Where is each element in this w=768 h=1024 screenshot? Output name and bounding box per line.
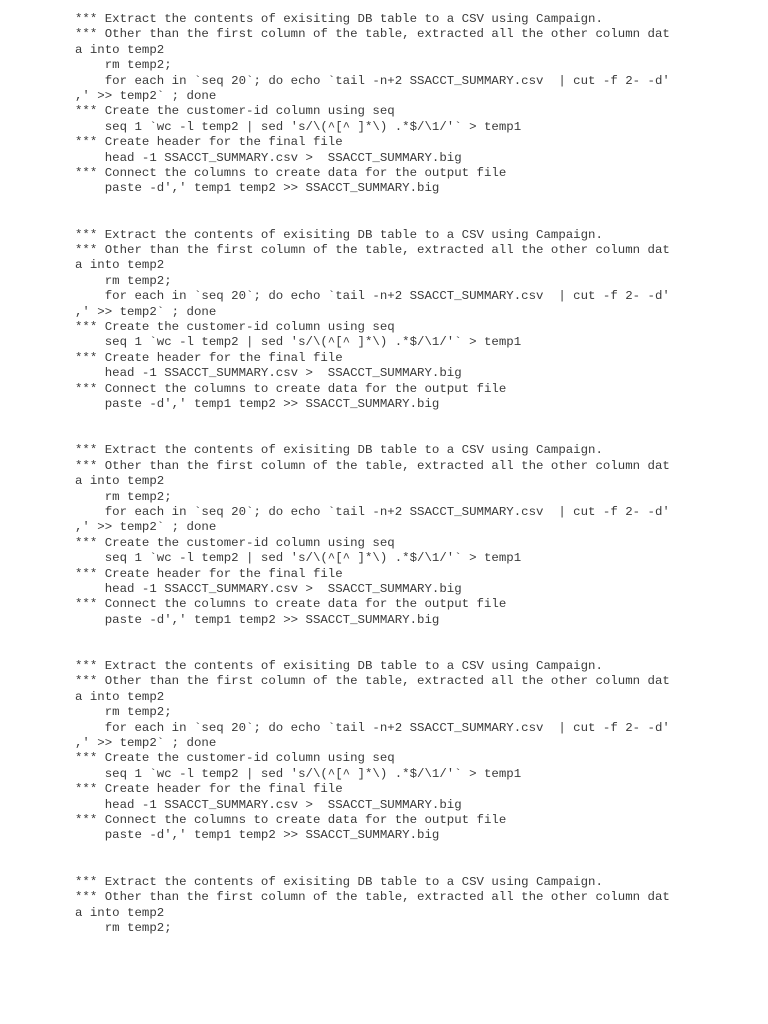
code-line: head -1 SSACCT_SUMMARY.csv > SSACCT_SUMMARY.big — [75, 581, 462, 596]
comment-line: *** Other than the first column of the table, extracted all the other column dat — [75, 243, 670, 258]
code-line: paste -d',' temp1 temp2 >> SSACCT_SUMMARY.big — [75, 612, 440, 627]
code-line: head -1 SSACCT_SUMMARY.csv > SSACCT_SUMMARY.big — [75, 366, 462, 381]
code-line: for each in `seq 20`; do echo `tail -n+2 SSACCT_SUMMARY.csv | cut -f 2- -d' — [75, 504, 670, 519]
comment-line: *** Connect the columns to create data for the output file — [75, 597, 507, 612]
script-block — [75, 875, 755, 937]
code-line: rm temp2; — [75, 920, 172, 935]
code-line: seq 1 `wc -l temp2 | sed 's/\(^[^ ]*\) .*$/\1/'` > temp1 — [75, 119, 522, 134]
comment-line: *** Connect the columns to create data for the output file — [75, 812, 507, 827]
script-block — [75, 12, 755, 197]
comment-line: *** Create header for the final file — [75, 135, 343, 150]
code-line: for each in `seq 20`; do echo `tail -n+2 SSACCT_SUMMARY.csv | cut -f 2- -d' — [75, 73, 670, 88]
code-line: for each in `seq 20`; do echo `tail -n+2 SSACCT_SUMMARY.csv | cut -f 2- -d' — [75, 720, 670, 735]
comment-line: *** Create header for the final file — [75, 782, 343, 797]
script-block — [75, 228, 755, 413]
comment-line: *** Extract the contents of exisiting DB table to a CSV using Campaign. — [75, 443, 603, 458]
code-line: seq 1 `wc -l temp2 | sed 's/\(^[^ ]*\) .*$/\1/'` > temp1 — [75, 766, 522, 781]
script-block — [75, 443, 755, 628]
comment-line: *** Other than the first column of the table, extracted all the other column dat — [75, 27, 670, 42]
code-line: head -1 SSACCT_SUMMARY.csv > SSACCT_SUMMARY.big — [75, 150, 462, 165]
code-line: rm temp2; — [75, 58, 172, 73]
comment-line: *** Create the customer-id column using seq — [75, 751, 395, 766]
script-block — [75, 659, 755, 844]
code-line: rm temp2; — [75, 489, 172, 504]
code-line: head -1 SSACCT_SUMMARY.csv > SSACCT_SUMMARY.big — [75, 797, 462, 812]
comment-line: *** Other than the first column of the table, extracted all the other column dat — [75, 674, 670, 689]
code-line: ,' >> temp2` ; done — [75, 304, 217, 319]
comment-line: *** Other than the first column of the table, extracted all the other column dat — [75, 890, 670, 905]
code-line: for each in `seq 20`; do echo `tail -n+2 SSACCT_SUMMARY.csv | cut -f 2- -d' — [75, 289, 670, 304]
comment-line: a into temp2 — [75, 689, 165, 704]
comment-line: *** Create header for the final file — [75, 350, 343, 365]
code-line: seq 1 `wc -l temp2 | sed 's/\(^[^ ]*\) .*$/\1/'` > temp1 — [75, 335, 522, 350]
code-line: paste -d',' temp1 temp2 >> SSACCT_SUMMARY.big — [75, 828, 440, 843]
comment-line: *** Create the customer-id column using seq — [75, 104, 395, 119]
comment-line: *** Create header for the final file — [75, 566, 343, 581]
code-line: ,' >> temp2` ; done — [75, 520, 217, 535]
code-line: seq 1 `wc -l temp2 | sed 's/\(^[^ ]*\) .*$/\1/'` > temp1 — [75, 551, 522, 566]
comment-line: *** Extract the contents of exisiting DB table to a CSV using Campaign. — [75, 12, 603, 26]
comment-line: *** Create the customer-id column using seq — [75, 535, 395, 550]
code-line: ,' >> temp2` ; done — [75, 88, 217, 103]
comment-line: *** Connect the columns to create data for the output file — [75, 381, 507, 396]
code-line: paste -d',' temp1 temp2 >> SSACCT_SUMMARY.big — [75, 396, 440, 411]
comment-line: *** Extract the contents of exisiting DB table to a CSV using Campaign. — [75, 874, 603, 889]
comment-line: a into temp2 — [75, 42, 165, 57]
code-line: ,' >> temp2` ; done — [75, 736, 217, 751]
document-page — [75, 12, 755, 967]
code-line: rm temp2; — [75, 273, 172, 288]
comment-line: a into temp2 — [75, 474, 165, 489]
comment-line: *** Extract the contents of exisiting DB table to a CSV using Campaign. — [75, 227, 603, 242]
comment-line: a into temp2 — [75, 905, 165, 920]
comment-line: *** Extract the contents of exisiting DB table to a CSV using Campaign. — [75, 659, 603, 674]
comment-line: *** Other than the first column of the table, extracted all the other column dat — [75, 458, 670, 473]
comment-line: *** Connect the columns to create data for the output file — [75, 165, 507, 180]
comment-line: a into temp2 — [75, 258, 165, 273]
comment-line: *** Create the customer-id column using seq — [75, 320, 395, 335]
code-line: paste -d',' temp1 temp2 >> SSACCT_SUMMARY.big — [75, 181, 440, 196]
code-line: rm temp2; — [75, 705, 172, 720]
